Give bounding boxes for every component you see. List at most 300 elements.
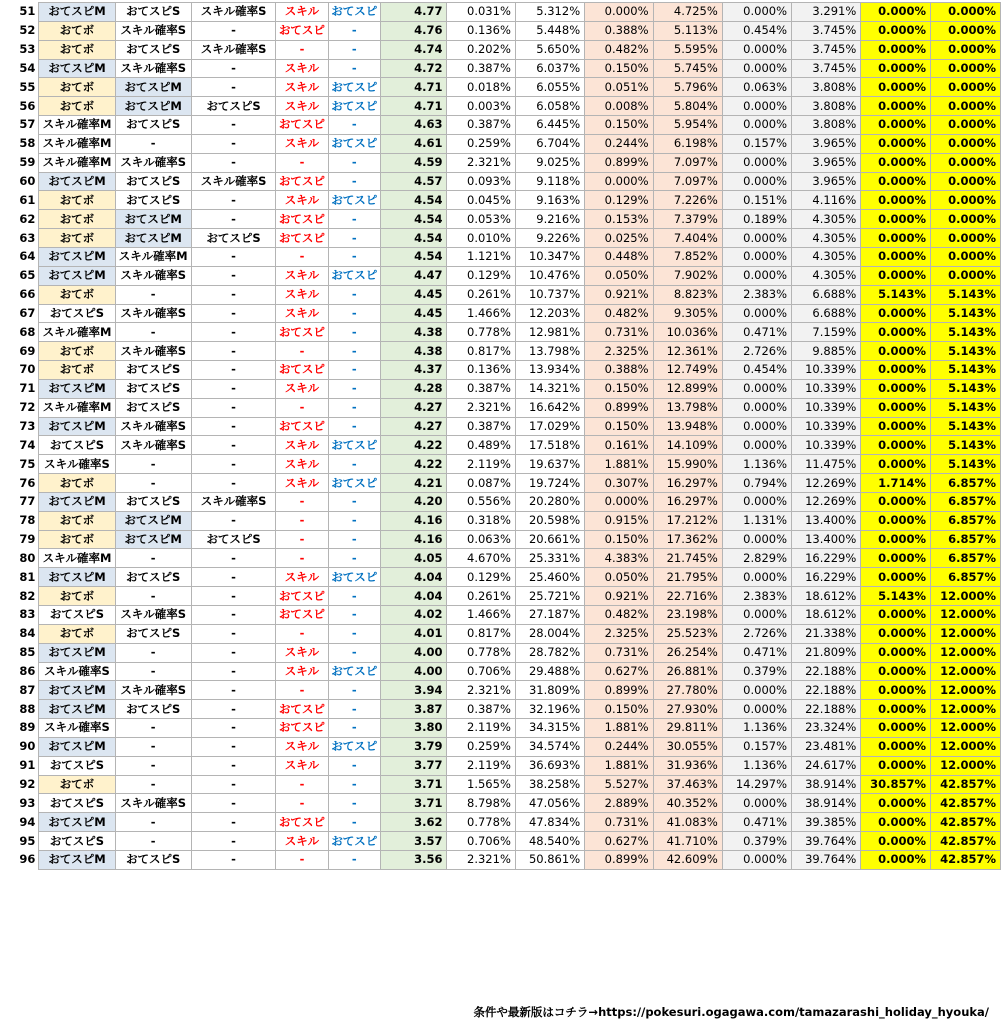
rank-cell: 88 xyxy=(0,700,39,719)
cumulative-prob-d-cell: 12.000% xyxy=(931,700,1001,719)
score-cell: 4.21 xyxy=(380,474,447,493)
cumulative-prob-cell: 25.331% xyxy=(515,549,584,568)
table-row xyxy=(0,719,1001,738)
score-cell: 3.79 xyxy=(380,737,447,756)
subskill-1-cell: おてボ xyxy=(39,21,115,40)
prob-c-cell: 0.379% xyxy=(722,662,791,681)
prob-d-cell: 0.000% xyxy=(861,21,931,40)
table-row xyxy=(0,266,1001,285)
score-cell: 4.00 xyxy=(380,643,447,662)
prob-cell: 8.798% xyxy=(447,794,515,813)
subskill-1-cell: おてボ xyxy=(39,587,115,606)
prob-c-cell: 0.471% xyxy=(722,323,791,342)
table-row xyxy=(0,97,1001,116)
table-row xyxy=(0,398,1001,417)
subskill-2-cell: - xyxy=(115,737,191,756)
nature-up-cell: スキル xyxy=(276,304,328,323)
subskill-1-cell: おてスピM xyxy=(39,379,115,398)
subskill-1-cell: スキル確率M xyxy=(39,549,115,568)
table-row xyxy=(0,304,1001,323)
subskill-1-cell: スキル確率M xyxy=(39,323,115,342)
cumulative-prob-d-cell: 42.857% xyxy=(931,850,1001,869)
cumulative-prob-cell: 25.460% xyxy=(515,568,584,587)
score-cell: 3.56 xyxy=(380,850,447,869)
subskill-3-cell: - xyxy=(191,568,276,587)
rank-cell: 92 xyxy=(0,775,39,794)
prob-d-cell: 0.000% xyxy=(861,606,931,625)
prob-b-cell: 0.388% xyxy=(585,21,653,40)
cumulative-prob-b-cell: 42.609% xyxy=(653,850,722,869)
subskill-1-cell: おてスピS xyxy=(39,756,115,775)
score-cell: 4.77 xyxy=(380,3,447,22)
prob-cell: 0.093% xyxy=(447,172,515,191)
cumulative-prob-d-cell: 5.143% xyxy=(931,436,1001,455)
subskill-1-cell: スキル確率S xyxy=(39,455,115,474)
subskill-3-cell: - xyxy=(191,342,276,361)
rank-cell: 86 xyxy=(0,662,39,681)
prob-c-cell: 0.000% xyxy=(722,153,791,172)
cumulative-prob-d-cell: 42.857% xyxy=(931,775,1001,794)
score-cell: 4.02 xyxy=(380,606,447,625)
subskill-3-cell: - xyxy=(191,191,276,210)
cumulative-prob-d-cell: 12.000% xyxy=(931,737,1001,756)
subskill-1-cell: おてスピS xyxy=(39,832,115,851)
prob-d-cell: 0.000% xyxy=(861,756,931,775)
cumulative-prob-c-cell: 3.965% xyxy=(792,172,861,191)
rank-cell: 73 xyxy=(0,417,39,436)
nature-down-cell: - xyxy=(328,323,380,342)
cumulative-prob-d-cell: 6.857% xyxy=(931,492,1001,511)
score-cell: 4.54 xyxy=(380,247,447,266)
score-cell: 4.54 xyxy=(380,191,447,210)
subskill-3-cell: - xyxy=(191,511,276,530)
nature-down-cell: - xyxy=(328,492,380,511)
cumulative-prob-cell: 14.321% xyxy=(515,379,584,398)
cumulative-prob-c-cell: 6.688% xyxy=(792,285,861,304)
cumulative-prob-cell: 36.693% xyxy=(515,756,584,775)
subskill-2-cell: - xyxy=(115,134,191,153)
nature-up-cell: スキル xyxy=(276,134,328,153)
ranking-table xyxy=(0,2,1001,870)
prob-d-cell: 0.000% xyxy=(861,436,931,455)
subskill-2-cell: おてスピM xyxy=(115,511,191,530)
prob-b-cell: 0.244% xyxy=(585,134,653,153)
cumulative-prob-b-cell: 16.297% xyxy=(653,474,722,493)
cumulative-prob-d-cell: 12.000% xyxy=(931,662,1001,681)
subskill-2-cell: - xyxy=(115,775,191,794)
subskill-3-cell: - xyxy=(191,700,276,719)
subskill-1-cell: おてボ xyxy=(39,210,115,229)
cumulative-prob-cell: 25.721% xyxy=(515,587,584,606)
subskill-3-cell: スキル確率S xyxy=(191,40,276,59)
cumulative-prob-cell: 19.637% xyxy=(515,455,584,474)
cumulative-prob-b-cell: 13.948% xyxy=(653,417,722,436)
prob-b-cell: 0.008% xyxy=(585,97,653,116)
cumulative-prob-cell: 12.203% xyxy=(515,304,584,323)
cumulative-prob-c-cell: 21.809% xyxy=(792,643,861,662)
subskill-3-cell: - xyxy=(191,21,276,40)
cumulative-prob-d-cell: 6.857% xyxy=(931,568,1001,587)
nature-up-cell: スキル xyxy=(276,379,328,398)
prob-d-cell: 0.000% xyxy=(861,153,931,172)
cumulative-prob-d-cell: 42.857% xyxy=(931,813,1001,832)
prob-d-cell: 0.000% xyxy=(861,530,931,549)
subskill-1-cell: おてスピM xyxy=(39,681,115,700)
prob-c-cell: 0.379% xyxy=(722,832,791,851)
cumulative-prob-d-cell: 5.143% xyxy=(931,398,1001,417)
cumulative-prob-c-cell: 10.339% xyxy=(792,379,861,398)
cumulative-prob-b-cell: 9.305% xyxy=(653,304,722,323)
rank-cell: 70 xyxy=(0,361,39,380)
prob-cell: 0.778% xyxy=(447,323,515,342)
cumulative-prob-cell: 6.445% xyxy=(515,116,584,135)
cumulative-prob-cell: 47.056% xyxy=(515,794,584,813)
prob-d-cell: 0.000% xyxy=(861,624,931,643)
table-row xyxy=(0,191,1001,210)
prob-cell: 0.136% xyxy=(447,361,515,380)
nature-down-cell: おてスピ xyxy=(328,737,380,756)
score-cell: 3.77 xyxy=(380,756,447,775)
cumulative-prob-d-cell: 5.143% xyxy=(931,361,1001,380)
cumulative-prob-c-cell: 4.305% xyxy=(792,229,861,248)
table-row xyxy=(0,474,1001,493)
subskill-3-cell: スキル確率S xyxy=(191,492,276,511)
cumulative-prob-b-cell: 12.361% xyxy=(653,342,722,361)
prob-d-cell: 0.000% xyxy=(861,323,931,342)
table-row xyxy=(0,172,1001,191)
nature-down-cell: おてスピ xyxy=(328,662,380,681)
prob-c-cell: 14.297% xyxy=(722,775,791,794)
cumulative-prob-b-cell: 37.463% xyxy=(653,775,722,794)
table-row xyxy=(0,116,1001,135)
prob-b-cell: 0.050% xyxy=(585,568,653,587)
rank-cell: 83 xyxy=(0,606,39,625)
cumulative-prob-d-cell: 12.000% xyxy=(931,756,1001,775)
prob-d-cell: 0.000% xyxy=(861,304,931,323)
prob-b-cell: 0.150% xyxy=(585,59,653,78)
table-row xyxy=(0,606,1001,625)
table-row xyxy=(0,756,1001,775)
subskill-1-cell: スキル確率M xyxy=(39,398,115,417)
prob-c-cell: 0.000% xyxy=(722,3,791,22)
score-cell: 4.47 xyxy=(380,266,447,285)
cumulative-prob-c-cell: 3.808% xyxy=(792,116,861,135)
prob-b-cell: 0.388% xyxy=(585,361,653,380)
cumulative-prob-cell: 9.025% xyxy=(515,153,584,172)
prob-cell: 0.045% xyxy=(447,191,515,210)
cumulative-prob-d-cell: 12.000% xyxy=(931,587,1001,606)
cumulative-prob-cell: 27.187% xyxy=(515,606,584,625)
subskill-2-cell: - xyxy=(115,587,191,606)
nature-down-cell: - xyxy=(328,511,380,530)
prob-d-cell: 0.000% xyxy=(861,568,931,587)
prob-cell: 0.003% xyxy=(447,97,515,116)
nature-up-cell: - xyxy=(276,40,328,59)
prob-c-cell: 0.000% xyxy=(722,116,791,135)
cumulative-prob-c-cell: 22.188% xyxy=(792,662,861,681)
nature-down-cell: おてスピ xyxy=(328,266,380,285)
cumulative-prob-c-cell: 11.475% xyxy=(792,455,861,474)
rank-cell: 53 xyxy=(0,40,39,59)
subskill-1-cell: おてボ xyxy=(39,342,115,361)
nature-up-cell: おてスピ xyxy=(276,700,328,719)
subskill-3-cell: - xyxy=(191,398,276,417)
prob-cell: 2.119% xyxy=(447,719,515,738)
nature-up-cell: おてスピ xyxy=(276,417,328,436)
prob-cell: 4.670% xyxy=(447,549,515,568)
cumulative-prob-b-cell: 31.936% xyxy=(653,756,722,775)
subskill-1-cell: おてボ xyxy=(39,40,115,59)
cumulative-prob-c-cell: 21.338% xyxy=(792,624,861,643)
subskill-2-cell: おてスピM xyxy=(115,78,191,97)
cumulative-prob-b-cell: 4.725% xyxy=(653,3,722,22)
prob-b-cell: 0.000% xyxy=(585,172,653,191)
nature-down-cell: おてスピ xyxy=(328,191,380,210)
cumulative-prob-c-cell: 3.808% xyxy=(792,78,861,97)
cumulative-prob-c-cell: 3.745% xyxy=(792,21,861,40)
prob-cell: 0.778% xyxy=(447,643,515,662)
nature-down-cell: - xyxy=(328,59,380,78)
cumulative-prob-cell: 31.809% xyxy=(515,681,584,700)
prob-d-cell: 0.000% xyxy=(861,3,931,22)
table-row xyxy=(0,229,1001,248)
prob-c-cell: 0.000% xyxy=(722,530,791,549)
subskill-1-cell: スキル確率M xyxy=(39,153,115,172)
cumulative-prob-c-cell: 6.688% xyxy=(792,304,861,323)
cumulative-prob-c-cell: 13.400% xyxy=(792,511,861,530)
subskill-2-cell: スキル確率S xyxy=(115,266,191,285)
cumulative-prob-c-cell: 23.324% xyxy=(792,719,861,738)
cumulative-prob-b-cell: 15.990% xyxy=(653,455,722,474)
prob-b-cell: 0.731% xyxy=(585,813,653,832)
rank-cell: 87 xyxy=(0,681,39,700)
prob-b-cell: 2.325% xyxy=(585,624,653,643)
prob-cell: 0.778% xyxy=(447,813,515,832)
rank-cell: 80 xyxy=(0,549,39,568)
rank-cell: 84 xyxy=(0,624,39,643)
score-cell: 4.20 xyxy=(380,492,447,511)
subskill-1-cell: おてボ xyxy=(39,474,115,493)
cumulative-prob-b-cell: 17.362% xyxy=(653,530,722,549)
cumulative-prob-b-cell: 5.595% xyxy=(653,40,722,59)
prob-b-cell: 0.150% xyxy=(585,379,653,398)
cumulative-prob-cell: 13.798% xyxy=(515,342,584,361)
subskill-1-cell: おてスピM xyxy=(39,700,115,719)
cumulative-prob-d-cell: 0.000% xyxy=(931,210,1001,229)
nature-up-cell: - xyxy=(276,530,328,549)
cumulative-prob-cell: 28.782% xyxy=(515,643,584,662)
prob-c-cell: 2.726% xyxy=(722,342,791,361)
prob-b-cell: 0.000% xyxy=(585,3,653,22)
prob-cell: 0.387% xyxy=(447,417,515,436)
score-cell: 3.57 xyxy=(380,832,447,851)
prob-c-cell: 0.000% xyxy=(722,568,791,587)
cumulative-prob-b-cell: 5.796% xyxy=(653,78,722,97)
prob-d-cell: 0.000% xyxy=(861,681,931,700)
subskill-3-cell: おてスピS xyxy=(191,530,276,549)
cumulative-prob-cell: 20.661% xyxy=(515,530,584,549)
subskill-1-cell: おてスピM xyxy=(39,850,115,869)
table-row xyxy=(0,568,1001,587)
cumulative-prob-c-cell: 9.885% xyxy=(792,342,861,361)
prob-b-cell: 0.482% xyxy=(585,606,653,625)
prob-d-cell: 0.000% xyxy=(861,134,931,153)
subskill-3-cell: - xyxy=(191,417,276,436)
prob-cell: 2.321% xyxy=(447,153,515,172)
prob-cell: 0.259% xyxy=(447,134,515,153)
score-cell: 4.76 xyxy=(380,21,447,40)
prob-b-cell: 0.000% xyxy=(585,492,653,511)
table-row xyxy=(0,530,1001,549)
cumulative-prob-c-cell: 3.965% xyxy=(792,153,861,172)
prob-cell: 0.259% xyxy=(447,737,515,756)
cumulative-prob-cell: 29.488% xyxy=(515,662,584,681)
nature-up-cell: - xyxy=(276,775,328,794)
rank-cell: 81 xyxy=(0,568,39,587)
prob-b-cell: 0.150% xyxy=(585,700,653,719)
nature-up-cell: - xyxy=(276,850,328,869)
rank-cell: 64 xyxy=(0,247,39,266)
nature-up-cell: スキル xyxy=(276,285,328,304)
cumulative-prob-b-cell: 16.297% xyxy=(653,492,722,511)
prob-b-cell: 0.448% xyxy=(585,247,653,266)
rank-cell: 74 xyxy=(0,436,39,455)
subskill-2-cell: スキル確率S xyxy=(115,681,191,700)
nature-down-cell: - xyxy=(328,775,380,794)
nature-down-cell: - xyxy=(328,756,380,775)
subskill-1-cell: おてボ xyxy=(39,229,115,248)
prob-cell: 0.706% xyxy=(447,662,515,681)
table-row xyxy=(0,643,1001,662)
cumulative-prob-c-cell: 3.965% xyxy=(792,134,861,153)
nature-down-cell: - xyxy=(328,587,380,606)
nature-down-cell: - xyxy=(328,813,380,832)
prob-d-cell: 0.000% xyxy=(861,850,931,869)
subskill-1-cell: おてスピM xyxy=(39,737,115,756)
prob-cell: 0.129% xyxy=(447,266,515,285)
subskill-3-cell: - xyxy=(191,606,276,625)
subskill-2-cell: - xyxy=(115,643,191,662)
nature-down-cell: - xyxy=(328,304,380,323)
prob-d-cell: 0.000% xyxy=(861,813,931,832)
subskill-3-cell: - xyxy=(191,59,276,78)
prob-d-cell: 30.857% xyxy=(861,775,931,794)
footer-link[interactable]: 条件や最新版はコチラ→https://pokesuri.ogagawa.com/tamazarashi_holiday_hyouka/ xyxy=(473,1005,989,1019)
rank-cell: 82 xyxy=(0,587,39,606)
nature-up-cell: - xyxy=(276,492,328,511)
subskill-1-cell: おてボ xyxy=(39,78,115,97)
cumulative-prob-b-cell: 7.379% xyxy=(653,210,722,229)
subskill-2-cell: - xyxy=(115,549,191,568)
cumulative-prob-d-cell: 12.000% xyxy=(931,643,1001,662)
nature-up-cell: スキル xyxy=(276,568,328,587)
table-row xyxy=(0,511,1001,530)
cumulative-prob-b-cell: 26.881% xyxy=(653,662,722,681)
score-cell: 4.59 xyxy=(380,153,447,172)
rank-cell: 61 xyxy=(0,191,39,210)
cumulative-prob-cell: 34.574% xyxy=(515,737,584,756)
nature-down-cell: - xyxy=(328,417,380,436)
prob-d-cell: 0.000% xyxy=(861,379,931,398)
subskill-2-cell: スキル確率S xyxy=(115,794,191,813)
prob-c-cell: 0.000% xyxy=(722,794,791,813)
cumulative-prob-b-cell: 21.795% xyxy=(653,568,722,587)
rank-cell: 57 xyxy=(0,116,39,135)
cumulative-prob-cell: 17.518% xyxy=(515,436,584,455)
cumulative-prob-cell: 20.280% xyxy=(515,492,584,511)
rank-cell: 76 xyxy=(0,474,39,493)
cumulative-prob-d-cell: 42.857% xyxy=(931,832,1001,851)
subskill-2-cell: おてスピS xyxy=(115,700,191,719)
score-cell: 4.05 xyxy=(380,549,447,568)
cumulative-prob-d-cell: 0.000% xyxy=(931,78,1001,97)
nature-up-cell: スキル xyxy=(276,737,328,756)
subskill-2-cell: スキル確率S xyxy=(115,153,191,172)
cumulative-prob-c-cell: 39.764% xyxy=(792,832,861,851)
prob-cell: 0.129% xyxy=(447,568,515,587)
subskill-3-cell: - xyxy=(191,643,276,662)
prob-c-cell: 0.000% xyxy=(722,247,791,266)
prob-b-cell: 0.051% xyxy=(585,78,653,97)
nature-down-cell: - xyxy=(328,210,380,229)
prob-c-cell: 1.131% xyxy=(722,511,791,530)
rank-cell: 89 xyxy=(0,719,39,738)
cumulative-prob-b-cell: 23.198% xyxy=(653,606,722,625)
subskill-2-cell: - xyxy=(115,323,191,342)
subskill-1-cell: おてボ xyxy=(39,361,115,380)
prob-c-cell: 0.157% xyxy=(722,134,791,153)
rank-cell: 63 xyxy=(0,229,39,248)
prob-c-cell: 0.063% xyxy=(722,78,791,97)
prob-d-cell: 5.143% xyxy=(861,587,931,606)
cumulative-prob-b-cell: 5.113% xyxy=(653,21,722,40)
subskill-2-cell: - xyxy=(115,813,191,832)
prob-d-cell: 0.000% xyxy=(861,78,931,97)
cumulative-prob-b-cell: 5.954% xyxy=(653,116,722,135)
prob-c-cell: 0.000% xyxy=(722,700,791,719)
nature-down-cell: - xyxy=(328,455,380,474)
prob-b-cell: 0.150% xyxy=(585,530,653,549)
cumulative-prob-cell: 13.934% xyxy=(515,361,584,380)
nature-down-cell: おてスピ xyxy=(328,568,380,587)
cumulative-prob-c-cell: 22.188% xyxy=(792,681,861,700)
subskill-2-cell: おてスピS xyxy=(115,492,191,511)
cumulative-prob-c-cell: 13.400% xyxy=(792,530,861,549)
score-cell: 4.72 xyxy=(380,59,447,78)
score-cell: 4.54 xyxy=(380,210,447,229)
cumulative-prob-d-cell: 5.143% xyxy=(931,417,1001,436)
subskill-2-cell: おてスピM xyxy=(115,97,191,116)
score-cell: 4.04 xyxy=(380,587,447,606)
score-cell: 3.87 xyxy=(380,700,447,719)
nature-up-cell: おてスピ xyxy=(276,229,328,248)
prob-b-cell: 0.915% xyxy=(585,511,653,530)
prob-d-cell: 0.000% xyxy=(861,59,931,78)
nature-down-cell: - xyxy=(328,719,380,738)
prob-b-cell: 0.731% xyxy=(585,323,653,342)
cumulative-prob-d-cell: 6.857% xyxy=(931,511,1001,530)
subskill-2-cell: - xyxy=(115,455,191,474)
nature-down-cell: - xyxy=(328,40,380,59)
score-cell: 3.62 xyxy=(380,813,447,832)
nature-down-cell: - xyxy=(328,285,380,304)
cumulative-prob-cell: 6.704% xyxy=(515,134,584,153)
score-cell: 4.71 xyxy=(380,78,447,97)
score-cell: 4.61 xyxy=(380,134,447,153)
score-cell: 4.45 xyxy=(380,285,447,304)
subskill-1-cell: おてスピM xyxy=(39,568,115,587)
nature-up-cell: おてスピ xyxy=(276,606,328,625)
